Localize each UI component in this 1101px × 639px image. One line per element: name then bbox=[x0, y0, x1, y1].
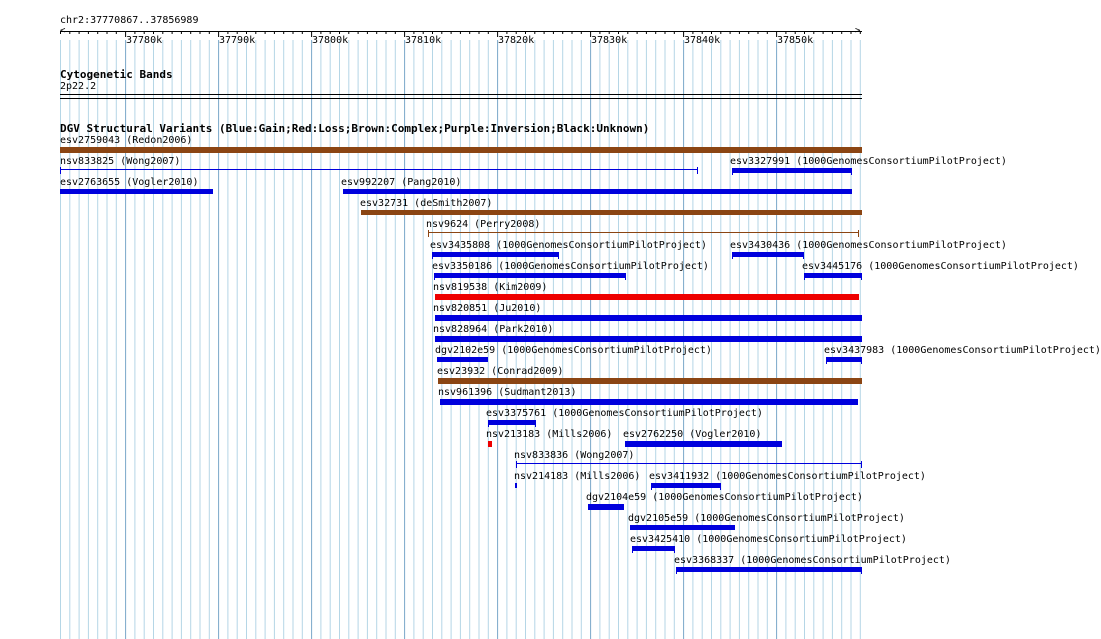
dgv-feature-endcap bbox=[434, 273, 435, 280]
dgv-feature-glyph[interactable] bbox=[826, 357, 862, 362]
dgv-feature-label[interactable]: esv2762250 (Vogler2010) bbox=[623, 429, 762, 440]
dgv-feature-endcap bbox=[558, 252, 559, 259]
dgv-feature-label[interactable]: esv3445176 (1000GenomesConsortiumPilotProject) bbox=[802, 261, 1079, 272]
dgv-feature-glyph[interactable] bbox=[435, 336, 862, 342]
dgv-feature-endcap bbox=[732, 252, 733, 259]
dgv-feature-glyph[interactable] bbox=[343, 189, 852, 194]
dgv-feature-label[interactable]: nsv961396 (Sudmant2013) bbox=[438, 387, 577, 398]
dgv-feature-label[interactable]: nsv833825 (Wong2007) bbox=[60, 156, 181, 167]
ruler-tick-label: 37820k bbox=[498, 35, 535, 46]
dgv-feature-label[interactable]: esv3375761 (1000GenomesConsortiumPilotProject) bbox=[486, 408, 763, 419]
dgv-feature-label[interactable]: esv3368337 (1000GenomesConsortiumPilotProject) bbox=[674, 555, 951, 566]
dgv-feature-label[interactable]: nsv9624 (Perry2008) bbox=[426, 219, 541, 230]
dgv-feature-glyph[interactable] bbox=[361, 210, 862, 215]
dgv-feature-endcap bbox=[432, 252, 433, 259]
dgv-feature-endcap bbox=[632, 546, 633, 553]
dgv-feature-glyph[interactable] bbox=[588, 504, 624, 510]
dgv-feature-label[interactable]: esv992207 (Pang2010) bbox=[341, 177, 462, 188]
dgv-feature-endcap bbox=[720, 483, 721, 490]
dgv-feature-glyph[interactable] bbox=[804, 273, 862, 278]
dgv-feature-endcap bbox=[861, 567, 862, 574]
dgv-feature-glyph[interactable] bbox=[60, 169, 698, 170]
dgv-feature-endcap bbox=[651, 483, 652, 490]
dgv-feature-glyph[interactable] bbox=[676, 567, 862, 572]
cyto-track-title: Cytogenetic Bands bbox=[60, 68, 173, 81]
ruler-tick-label: 37790k bbox=[219, 35, 256, 46]
ruler-position-label: chr2:37770867..37856989 bbox=[60, 15, 199, 26]
dgv-feature-label[interactable]: esv3350186 (1000GenomesConsortiumPilotProject) bbox=[432, 261, 709, 272]
dgv-feature-label[interactable]: esv2759043 (Redon2006) bbox=[60, 135, 193, 146]
dgv-feature-glyph[interactable] bbox=[625, 441, 782, 447]
dgv-feature-glyph[interactable] bbox=[60, 189, 213, 194]
ruler-left-arrow-icon: < bbox=[60, 26, 66, 36]
dgv-feature-endcap bbox=[676, 567, 677, 574]
dgv-feature-label[interactable]: esv3430436 (1000GenomesConsortiumPilotProject) bbox=[730, 240, 1007, 251]
dgv-track-title: DGV Structural Variants (Blue:Gain;Red:Loss;Brown:Complex;Purple:Inversion;Black:Unknown) bbox=[60, 122, 650, 135]
dgv-feature-endcap bbox=[826, 357, 827, 364]
ruler-tick-label: 37800k bbox=[312, 35, 349, 46]
dgv-feature-endcap bbox=[858, 230, 859, 237]
dgv-feature-glyph[interactable] bbox=[428, 232, 859, 233]
dgv-feature-glyph[interactable] bbox=[732, 252, 804, 257]
dgv-feature-label[interactable]: nsv214183 (Mills2006) bbox=[514, 471, 641, 482]
dgv-feature-endcap bbox=[674, 546, 675, 553]
dgv-feature-label[interactable]: esv3437983 (1000GenomesConsortiumPilotProject) bbox=[824, 345, 1101, 356]
ruler-tick-label: 37780k bbox=[126, 35, 163, 46]
dgv-feature-endcap bbox=[516, 461, 517, 468]
dgv-feature-endcap bbox=[861, 273, 862, 280]
dgv-feature-label[interactable]: nsv213183 (Mills2006) bbox=[486, 429, 613, 440]
dgv-feature-endcap bbox=[804, 273, 805, 280]
dgv-feature-label[interactable]: esv3425410 (1000GenomesConsortiumPilotProject) bbox=[630, 534, 907, 545]
dgv-feature-label[interactable]: nsv819538 (Kim2009) bbox=[433, 282, 548, 293]
ruler-tick-label: 37810k bbox=[405, 35, 442, 46]
dgv-feature-glyph[interactable] bbox=[434, 273, 626, 278]
dgv-feature-glyph[interactable] bbox=[732, 168, 852, 173]
ruler-tick-label: 37840k bbox=[684, 35, 721, 46]
dgv-feature-glyph[interactable] bbox=[435, 294, 859, 300]
dgv-feature-label[interactable]: esv3435808 (1000GenomesConsortiumPilotProject) bbox=[430, 240, 707, 251]
dgv-feature-endcap bbox=[428, 230, 429, 237]
dgv-feature-endcap bbox=[851, 168, 852, 175]
dgv-feature-label[interactable]: dgv2102e59 (1000GenomesConsortiumPilotProject) bbox=[435, 345, 712, 356]
ruler-tick-label: 37850k bbox=[777, 35, 814, 46]
cyto-band-label: 2p22.2 bbox=[60, 81, 97, 92]
dgv-feature-glyph[interactable] bbox=[515, 483, 517, 488]
dgv-feature-glyph[interactable] bbox=[630, 525, 735, 530]
dgv-feature-label[interactable]: esv23932 (Conrad2009) bbox=[437, 366, 564, 377]
dgv-feature-endcap bbox=[861, 461, 862, 468]
dgv-feature-label[interactable]: nsv828964 (Park2010) bbox=[433, 324, 554, 335]
dgv-feature-glyph[interactable] bbox=[440, 399, 858, 405]
dgv-feature-label[interactable]: esv2763655 (Vogler2010) bbox=[60, 177, 199, 188]
dgv-feature-label[interactable]: nsv820851 (Ju2010) bbox=[433, 303, 542, 314]
dgv-feature-label[interactable]: nsv833836 (Wong2007) bbox=[514, 450, 635, 461]
dgv-feature-label[interactable]: esv32731 (deSmith2007) bbox=[360, 198, 493, 209]
dgv-feature-endcap bbox=[732, 168, 733, 175]
dgv-feature-label[interactable]: dgv2105e59 (1000GenomesConsortiumPilotProject) bbox=[628, 513, 905, 524]
dgv-feature-endcap bbox=[803, 252, 804, 259]
track-divider bbox=[60, 98, 862, 99]
dgv-feature-glyph[interactable] bbox=[435, 315, 862, 321]
dgv-feature-glyph[interactable] bbox=[60, 147, 862, 153]
dgv-feature-endcap bbox=[535, 420, 536, 427]
dgv-feature-label[interactable]: esv3411932 (1000GenomesConsortiumPilotProject) bbox=[649, 471, 926, 482]
dgv-feature-glyph[interactable] bbox=[488, 441, 492, 447]
dgv-feature-glyph[interactable] bbox=[632, 546, 675, 551]
dgv-feature-glyph[interactable] bbox=[432, 252, 559, 257]
dgv-feature-glyph[interactable] bbox=[438, 378, 862, 384]
ruler-tick-label: 37830k bbox=[591, 35, 628, 46]
dgv-feature-glyph[interactable] bbox=[437, 357, 488, 362]
dgv-feature-endcap bbox=[488, 420, 489, 427]
dgv-feature-glyph[interactable] bbox=[488, 420, 536, 425]
ruler-right-arrow-icon: > bbox=[855, 26, 861, 36]
ruler-axis bbox=[60, 31, 862, 32]
dgv-feature-endcap bbox=[60, 167, 61, 174]
track-divider bbox=[60, 94, 862, 95]
dgv-feature-endcap bbox=[625, 273, 626, 280]
dgv-feature-glyph[interactable] bbox=[516, 463, 862, 464]
dgv-feature-endcap bbox=[861, 357, 862, 364]
dgv-feature-glyph[interactable] bbox=[651, 483, 721, 488]
dgv-feature-label[interactable]: esv3327991 (1000GenomesConsortiumPilotProject) bbox=[730, 156, 1007, 167]
dgv-feature-endcap bbox=[697, 167, 698, 174]
dgv-feature-label[interactable]: dgv2104e59 (1000GenomesConsortiumPilotProject) bbox=[586, 492, 863, 503]
